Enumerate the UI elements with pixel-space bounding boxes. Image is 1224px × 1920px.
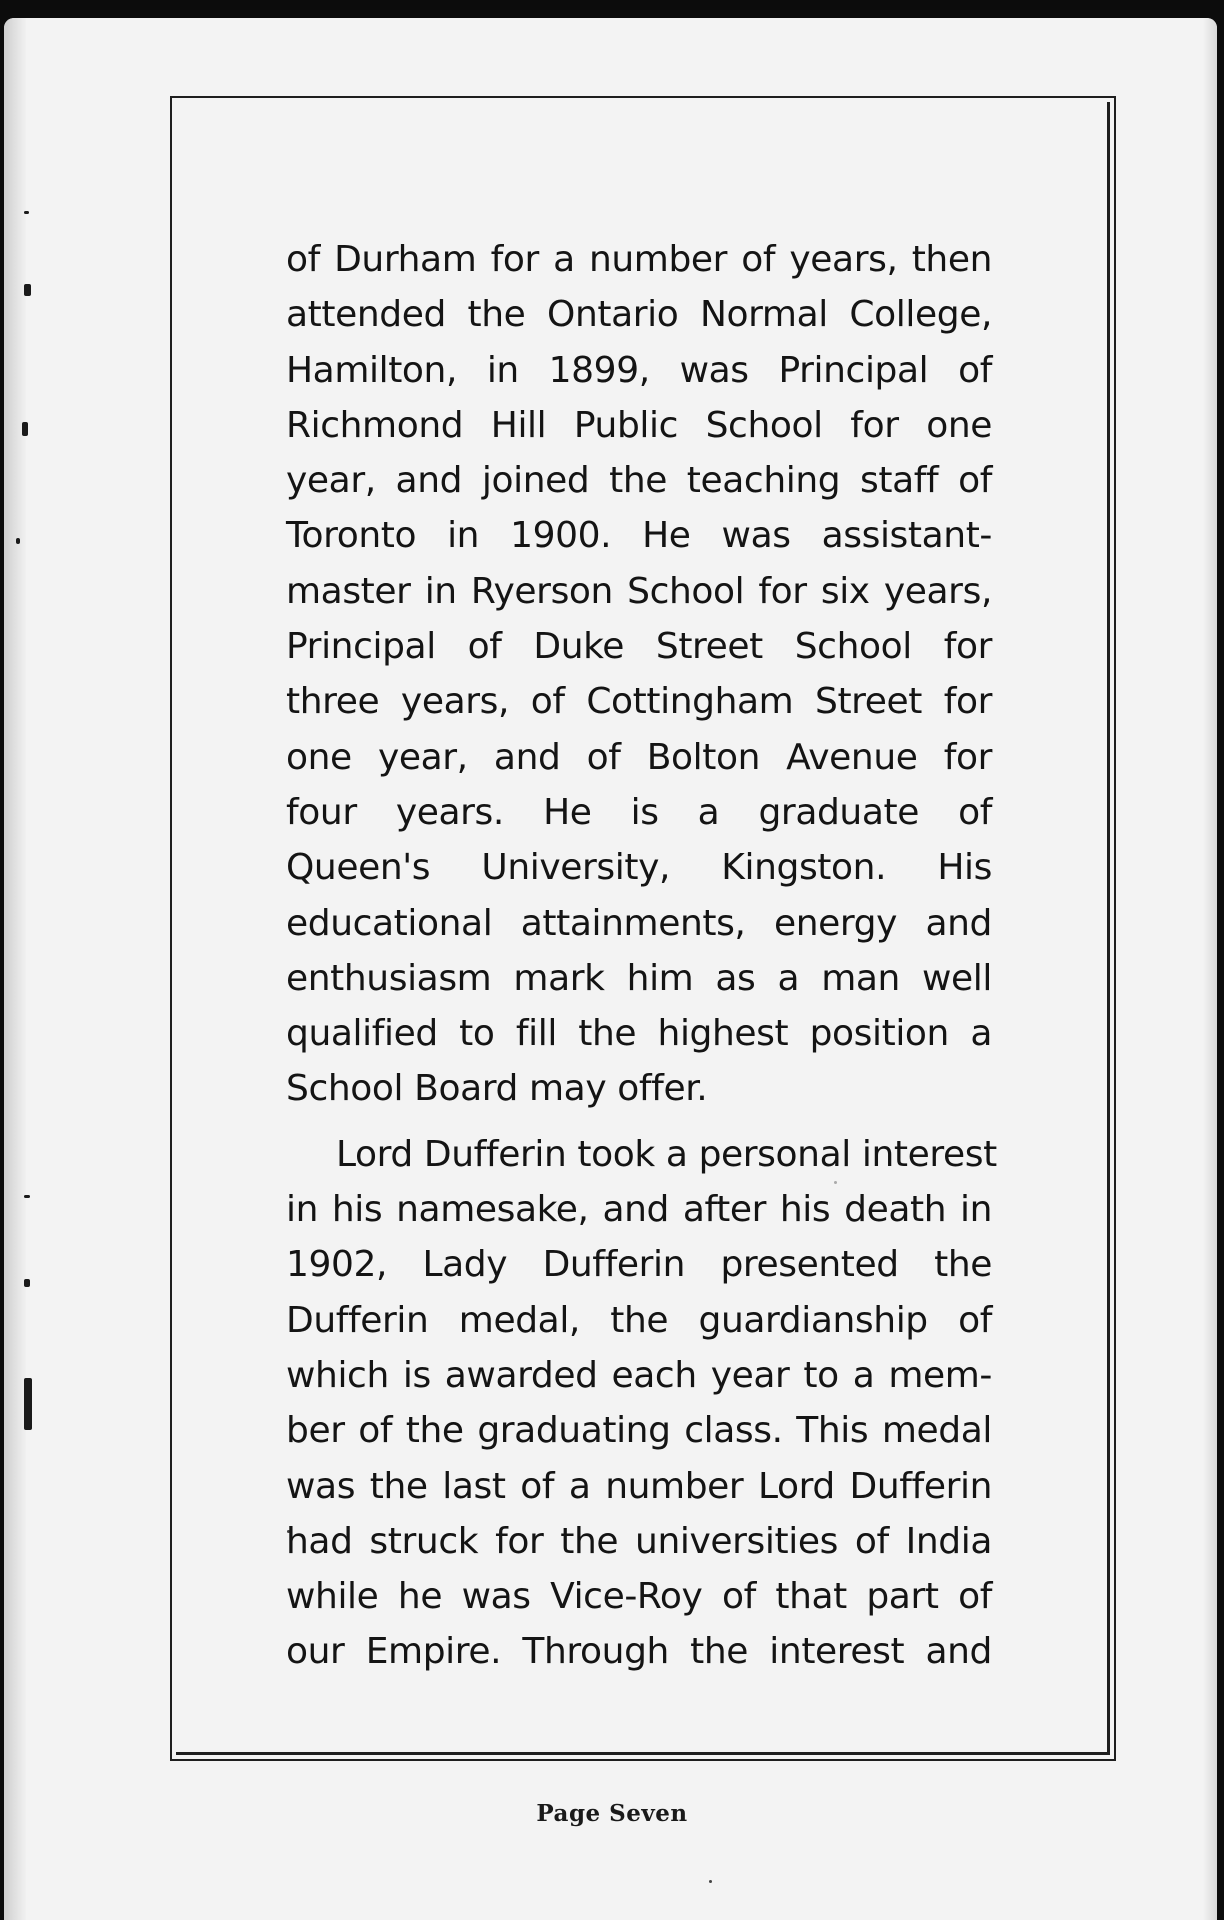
binding-mark — [16, 538, 20, 544]
paragraph-gap — [286, 1117, 992, 1127]
text-line: of Durham for a number of years, then — [286, 239, 992, 280]
text-line: ber of the graduating class. This medal — [286, 1410, 992, 1452]
text-line: in his namesake, and after his death in — [286, 1189, 992, 1231]
text-line: Dufferin medal, the guardianship of — [286, 1299, 992, 1341]
text-line: 1902, Lady Dufferin presented the — [286, 1244, 992, 1286]
body-text — [286, 232, 997, 1680]
page-edge-shadow — [1203, 18, 1217, 1920]
text-line: educational attainments, energy and — [286, 902, 992, 944]
text-line: four years. He is a graduate of — [286, 791, 992, 833]
text-line: Queen's University, Kingston. His — [286, 847, 992, 889]
text-line: while he was Vice-Roy of that part of — [286, 1576, 992, 1618]
text-line: master in Ryerson School for six years, — [286, 570, 992, 612]
text-line: had struck for the universities of India — [286, 1520, 992, 1562]
page-speck — [709, 1880, 712, 1883]
paragraph-1 — [286, 232, 992, 1117]
text-line: which is awarded each year to a mem- — [286, 1354, 992, 1396]
text-line: year, and joined the teaching staff of — [286, 460, 992, 502]
binding-mark — [24, 1378, 32, 1430]
text-line: Lord Dufferin took a personal interest — [336, 1133, 997, 1175]
text-line: Hamilton, in 1899, was Principal of — [286, 349, 992, 391]
text-line: School Board may offer. — [286, 1068, 708, 1110]
text-line: our Empire. Through the interest and — [286, 1631, 992, 1673]
page-number: Page Seven — [536, 1800, 688, 1827]
text-line: enthusiasm mark him as a man well — [286, 957, 992, 999]
paragraph-2 — [286, 1127, 997, 1680]
binding-mark — [22, 422, 28, 436]
text-line: three years, of Cottingham Street for — [286, 681, 992, 723]
text-line: Toronto in 1900. He was assistant- — [286, 515, 992, 557]
text-line: one year, and of Bolton Avenue for — [286, 736, 992, 778]
binding-mark — [24, 1195, 30, 1198]
text-line: qualified to fill the highest position a — [286, 1013, 992, 1055]
binding-mark — [24, 1279, 30, 1287]
binding-mark — [24, 211, 29, 214]
binding-mark — [24, 284, 31, 296]
text-line: was the last of a number Lord Dufferin — [286, 1465, 992, 1507]
text-line: Principal of Duke Street School for — [286, 626, 992, 668]
page-gutter-shadow — [4, 18, 26, 1920]
text-line: attended the Ontario Normal College, — [286, 294, 992, 336]
text-line: Richmond Hill Public School for one — [286, 404, 992, 446]
